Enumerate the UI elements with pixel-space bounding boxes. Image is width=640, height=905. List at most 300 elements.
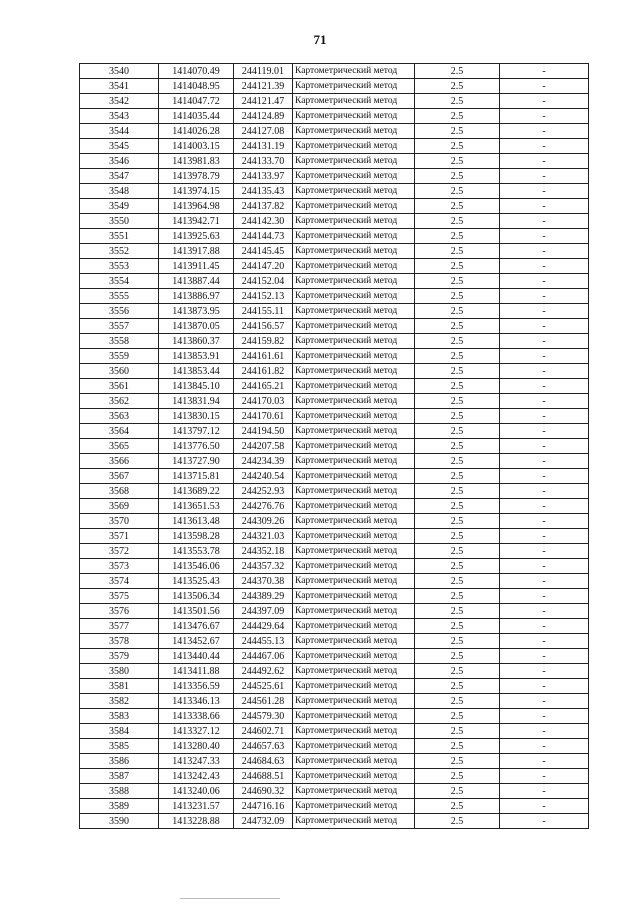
- method-cell: Картометрический метод: [293, 304, 415, 319]
- description-cell: -: [500, 244, 589, 259]
- description-cell: -: [500, 394, 589, 409]
- x-coordinate-cell: 1413452.67: [159, 634, 234, 649]
- y-coordinate-cell: 244147.20: [234, 259, 293, 274]
- x-coordinate-cell: 1414026.28: [159, 124, 234, 139]
- method-cell: Картометрический метод: [293, 499, 415, 514]
- accuracy-cell: 2.5: [415, 514, 500, 529]
- x-coordinate-cell: 1414070.49: [159, 64, 234, 79]
- description-cell: -: [500, 439, 589, 454]
- accuracy-cell: 2.5: [415, 664, 500, 679]
- y-coordinate-cell: 244124.89: [234, 109, 293, 124]
- coordinates-table: [79, 63, 589, 829]
- description-cell: -: [500, 529, 589, 544]
- point-number-cell: 3543: [80, 109, 159, 124]
- y-coordinate-cell: 244397.09: [234, 604, 293, 619]
- description-cell: -: [500, 799, 589, 814]
- x-coordinate-cell: 1413860.37: [159, 334, 234, 349]
- description-cell: -: [500, 199, 589, 214]
- x-coordinate-cell: 1413887.44: [159, 274, 234, 289]
- accuracy-cell: 2.5: [415, 409, 500, 424]
- y-coordinate-cell: 244455.13: [234, 634, 293, 649]
- description-cell: -: [500, 319, 589, 334]
- y-coordinate-cell: 244161.82: [234, 364, 293, 379]
- method-cell: Картометрический метод: [293, 214, 415, 229]
- accuracy-cell: 2.5: [415, 94, 500, 109]
- x-coordinate-cell: 1413830.15: [159, 409, 234, 424]
- y-coordinate-cell: 244152.04: [234, 274, 293, 289]
- accuracy-cell: 2.5: [415, 754, 500, 769]
- accuracy-cell: 2.5: [415, 499, 500, 514]
- table-row: [80, 169, 589, 184]
- point-number-cell: 3546: [80, 154, 159, 169]
- y-coordinate-cell: 244240.54: [234, 469, 293, 484]
- table-row: [80, 784, 589, 799]
- y-coordinate-cell: 244357.32: [234, 559, 293, 574]
- y-coordinate-cell: 244467.06: [234, 649, 293, 664]
- accuracy-cell: 2.5: [415, 379, 500, 394]
- table-row: [80, 79, 589, 94]
- method-cell: Картометрический метод: [293, 319, 415, 334]
- description-cell: -: [500, 574, 589, 589]
- table-row: [80, 394, 589, 409]
- y-coordinate-cell: 244131.19: [234, 139, 293, 154]
- description-cell: -: [500, 124, 589, 139]
- description-cell: -: [500, 724, 589, 739]
- accuracy-cell: 2.5: [415, 769, 500, 784]
- accuracy-cell: 2.5: [415, 214, 500, 229]
- method-cell: Картометрический метод: [293, 649, 415, 664]
- method-cell: Картометрический метод: [293, 259, 415, 274]
- x-coordinate-cell: 1414003.15: [159, 139, 234, 154]
- description-cell: -: [500, 679, 589, 694]
- method-cell: Картометрический метод: [293, 484, 415, 499]
- description-cell: -: [500, 649, 589, 664]
- y-coordinate-cell: 244309.26: [234, 514, 293, 529]
- point-number-cell: 3565: [80, 439, 159, 454]
- point-number-cell: 3554: [80, 274, 159, 289]
- point-number-cell: 3589: [80, 799, 159, 814]
- accuracy-cell: 2.5: [415, 454, 500, 469]
- accuracy-cell: 2.5: [415, 109, 500, 124]
- x-coordinate-cell: 1413873.95: [159, 304, 234, 319]
- x-coordinate-cell: 1413240.06: [159, 784, 234, 799]
- y-coordinate-cell: 244276.76: [234, 499, 293, 514]
- description-cell: -: [500, 184, 589, 199]
- y-coordinate-cell: 244207.58: [234, 439, 293, 454]
- method-cell: Картометрический метод: [293, 289, 415, 304]
- description-cell: -: [500, 814, 589, 829]
- y-coordinate-cell: 244389.29: [234, 589, 293, 604]
- y-coordinate-cell: 244579.30: [234, 709, 293, 724]
- point-number-cell: 3542: [80, 94, 159, 109]
- x-coordinate-cell: 1413338.66: [159, 709, 234, 724]
- accuracy-cell: 2.5: [415, 694, 500, 709]
- y-coordinate-cell: 244165.21: [234, 379, 293, 394]
- x-coordinate-cell: 1413506.34: [159, 589, 234, 604]
- method-cell: Картометрический метод: [293, 784, 415, 799]
- point-number-cell: 3581: [80, 679, 159, 694]
- method-cell: Картометрический метод: [293, 349, 415, 364]
- description-cell: -: [500, 454, 589, 469]
- description-cell: -: [500, 694, 589, 709]
- y-coordinate-cell: 244657.63: [234, 739, 293, 754]
- table-row: [80, 469, 589, 484]
- accuracy-cell: 2.5: [415, 544, 500, 559]
- point-number-cell: 3584: [80, 724, 159, 739]
- point-number-cell: 3557: [80, 319, 159, 334]
- table-row: [80, 649, 589, 664]
- accuracy-cell: 2.5: [415, 739, 500, 754]
- y-coordinate-cell: 244137.82: [234, 199, 293, 214]
- table-row: [80, 814, 589, 829]
- point-number-cell: 3555: [80, 289, 159, 304]
- x-coordinate-cell: 1413598.28: [159, 529, 234, 544]
- x-coordinate-cell: 1413327.12: [159, 724, 234, 739]
- method-cell: Картометрический метод: [293, 244, 415, 259]
- point-number-cell: 3578: [80, 634, 159, 649]
- point-number-cell: 3549: [80, 199, 159, 214]
- x-coordinate-cell: 1413917.88: [159, 244, 234, 259]
- accuracy-cell: 2.5: [415, 289, 500, 304]
- method-cell: Картометрический метод: [293, 814, 415, 829]
- accuracy-cell: 2.5: [415, 304, 500, 319]
- description-cell: -: [500, 469, 589, 484]
- point-number-cell: 3575: [80, 589, 159, 604]
- accuracy-cell: 2.5: [415, 559, 500, 574]
- y-coordinate-cell: 244321.03: [234, 529, 293, 544]
- method-cell: Картометрический метод: [293, 454, 415, 469]
- point-number-cell: 3556: [80, 304, 159, 319]
- y-coordinate-cell: 244690.32: [234, 784, 293, 799]
- point-number-cell: 3572: [80, 544, 159, 559]
- method-cell: Картометрический метод: [293, 574, 415, 589]
- y-coordinate-cell: 244234.39: [234, 454, 293, 469]
- description-cell: -: [500, 424, 589, 439]
- table-row: [80, 319, 589, 334]
- table-row: [80, 589, 589, 604]
- point-number-cell: 3553: [80, 259, 159, 274]
- point-number-cell: 3560: [80, 364, 159, 379]
- table-row: [80, 739, 589, 754]
- point-number-cell: 3552: [80, 244, 159, 259]
- accuracy-cell: 2.5: [415, 319, 500, 334]
- x-coordinate-cell: 1413525.43: [159, 574, 234, 589]
- point-number-cell: 3587: [80, 769, 159, 784]
- method-cell: Картометрический метод: [293, 79, 415, 94]
- accuracy-cell: 2.5: [415, 439, 500, 454]
- x-coordinate-cell: 1413925.63: [159, 229, 234, 244]
- table-row: [80, 139, 589, 154]
- accuracy-cell: 2.5: [415, 604, 500, 619]
- table-row: [80, 754, 589, 769]
- table-row: [80, 709, 589, 724]
- y-coordinate-cell: 244370.38: [234, 574, 293, 589]
- table-body: [80, 64, 589, 829]
- method-cell: Картометрический метод: [293, 604, 415, 619]
- table-row: [80, 454, 589, 469]
- x-coordinate-cell: 1413981.83: [159, 154, 234, 169]
- point-number-cell: 3548: [80, 184, 159, 199]
- table-row: [80, 724, 589, 739]
- accuracy-cell: 2.5: [415, 139, 500, 154]
- accuracy-cell: 2.5: [415, 634, 500, 649]
- point-number-cell: 3576: [80, 604, 159, 619]
- table-row: [80, 529, 589, 544]
- description-cell: -: [500, 214, 589, 229]
- point-number-cell: 3540: [80, 64, 159, 79]
- table-row: [80, 229, 589, 244]
- method-cell: Картометрический метод: [293, 739, 415, 754]
- table-row: [80, 64, 589, 79]
- x-coordinate-cell: 1413553.78: [159, 544, 234, 559]
- method-cell: Картометрический метод: [293, 724, 415, 739]
- description-cell: -: [500, 379, 589, 394]
- table-row: [80, 199, 589, 214]
- table-row: [80, 634, 589, 649]
- method-cell: Картометрический метод: [293, 409, 415, 424]
- description-cell: -: [500, 484, 589, 499]
- y-coordinate-cell: 244142.30: [234, 214, 293, 229]
- accuracy-cell: 2.5: [415, 184, 500, 199]
- x-coordinate-cell: 1413974.15: [159, 184, 234, 199]
- accuracy-cell: 2.5: [415, 199, 500, 214]
- method-cell: Картометрический метод: [293, 514, 415, 529]
- method-cell: Картометрический метод: [293, 169, 415, 184]
- x-coordinate-cell: 1413853.44: [159, 364, 234, 379]
- method-cell: Картометрический метод: [293, 229, 415, 244]
- y-coordinate-cell: 244121.39: [234, 79, 293, 94]
- y-coordinate-cell: 244429.64: [234, 619, 293, 634]
- accuracy-cell: 2.5: [415, 724, 500, 739]
- method-cell: Картометрический метод: [293, 199, 415, 214]
- x-coordinate-cell: 1413689.22: [159, 484, 234, 499]
- table-row: [80, 109, 589, 124]
- method-cell: Картометрический метод: [293, 679, 415, 694]
- method-cell: Картометрический метод: [293, 94, 415, 109]
- table-row: [80, 664, 589, 679]
- method-cell: Картометрический метод: [293, 334, 415, 349]
- x-coordinate-cell: 1413853.91: [159, 349, 234, 364]
- table-row: [80, 379, 589, 394]
- method-cell: Картометрический метод: [293, 364, 415, 379]
- accuracy-cell: 2.5: [415, 709, 500, 724]
- point-number-cell: 3551: [80, 229, 159, 244]
- description-cell: -: [500, 664, 589, 679]
- point-number-cell: 3558: [80, 334, 159, 349]
- accuracy-cell: 2.5: [415, 79, 500, 94]
- method-cell: Картометрический метод: [293, 139, 415, 154]
- point-number-cell: 3574: [80, 574, 159, 589]
- table-row: [80, 559, 589, 574]
- y-coordinate-cell: 244156.57: [234, 319, 293, 334]
- x-coordinate-cell: 1413727.90: [159, 454, 234, 469]
- point-number-cell: 3586: [80, 754, 159, 769]
- accuracy-cell: 2.5: [415, 619, 500, 634]
- method-cell: Картометрический метод: [293, 424, 415, 439]
- table-row: [80, 334, 589, 349]
- x-coordinate-cell: 1413613.48: [159, 514, 234, 529]
- x-coordinate-cell: 1413280.40: [159, 739, 234, 754]
- description-cell: -: [500, 79, 589, 94]
- table-row: [80, 679, 589, 694]
- x-coordinate-cell: 1414047.72: [159, 94, 234, 109]
- x-coordinate-cell: 1413356.59: [159, 679, 234, 694]
- y-coordinate-cell: 244152.13: [234, 289, 293, 304]
- accuracy-cell: 2.5: [415, 649, 500, 664]
- description-cell: -: [500, 154, 589, 169]
- y-coordinate-cell: 244121.47: [234, 94, 293, 109]
- table-row: [80, 124, 589, 139]
- point-number-cell: 3582: [80, 694, 159, 709]
- description-cell: -: [500, 769, 589, 784]
- method-cell: Картометрический метод: [293, 379, 415, 394]
- y-coordinate-cell: 244602.71: [234, 724, 293, 739]
- y-coordinate-cell: 244684.63: [234, 754, 293, 769]
- point-number-cell: 3579: [80, 649, 159, 664]
- description-cell: -: [500, 169, 589, 184]
- description-cell: -: [500, 259, 589, 274]
- x-coordinate-cell: 1413242.43: [159, 769, 234, 784]
- accuracy-cell: 2.5: [415, 574, 500, 589]
- accuracy-cell: 2.5: [415, 64, 500, 79]
- point-number-cell: 3545: [80, 139, 159, 154]
- method-cell: Картометрический метод: [293, 589, 415, 604]
- y-coordinate-cell: 244145.45: [234, 244, 293, 259]
- table-row: [80, 364, 589, 379]
- method-cell: Картометрический метод: [293, 709, 415, 724]
- table-row: [80, 244, 589, 259]
- table-row: [80, 484, 589, 499]
- y-coordinate-cell: 244561.28: [234, 694, 293, 709]
- accuracy-cell: 2.5: [415, 799, 500, 814]
- point-number-cell: 3568: [80, 484, 159, 499]
- y-coordinate-cell: 244133.70: [234, 154, 293, 169]
- table-row: [80, 694, 589, 709]
- table-row: [80, 214, 589, 229]
- description-cell: -: [500, 544, 589, 559]
- description-cell: -: [500, 364, 589, 379]
- description-cell: -: [500, 739, 589, 754]
- y-coordinate-cell: 244135.43: [234, 184, 293, 199]
- description-cell: -: [500, 229, 589, 244]
- y-coordinate-cell: 244525.61: [234, 679, 293, 694]
- point-number-cell: 3550: [80, 214, 159, 229]
- table-row: [80, 499, 589, 514]
- y-coordinate-cell: 244352.18: [234, 544, 293, 559]
- method-cell: Картометрический метод: [293, 394, 415, 409]
- point-number-cell: 3566: [80, 454, 159, 469]
- point-number-cell: 3577: [80, 619, 159, 634]
- table-row: [80, 94, 589, 109]
- method-cell: Картометрический метод: [293, 634, 415, 649]
- x-coordinate-cell: 1413546.06: [159, 559, 234, 574]
- y-coordinate-cell: 244127.08: [234, 124, 293, 139]
- point-number-cell: 3541: [80, 79, 159, 94]
- table-row: [80, 604, 589, 619]
- point-number-cell: 3580: [80, 664, 159, 679]
- accuracy-cell: 2.5: [415, 424, 500, 439]
- description-cell: -: [500, 784, 589, 799]
- method-cell: Картометрический метод: [293, 109, 415, 124]
- table-row: [80, 769, 589, 784]
- y-coordinate-cell: 244144.73: [234, 229, 293, 244]
- method-cell: Картометрический метод: [293, 664, 415, 679]
- x-coordinate-cell: 1413942.71: [159, 214, 234, 229]
- x-coordinate-cell: 1413831.94: [159, 394, 234, 409]
- y-coordinate-cell: 244133.97: [234, 169, 293, 184]
- point-number-cell: 3564: [80, 424, 159, 439]
- point-number-cell: 3561: [80, 379, 159, 394]
- y-coordinate-cell: 244170.61: [234, 409, 293, 424]
- y-coordinate-cell: 244159.82: [234, 334, 293, 349]
- description-cell: -: [500, 559, 589, 574]
- table-row: [80, 424, 589, 439]
- y-coordinate-cell: 244716.16: [234, 799, 293, 814]
- table-row: [80, 289, 589, 304]
- description-cell: -: [500, 709, 589, 724]
- description-cell: -: [500, 289, 589, 304]
- method-cell: Картометрический метод: [293, 769, 415, 784]
- x-coordinate-cell: 1414035.44: [159, 109, 234, 124]
- method-cell: Картометрический метод: [293, 124, 415, 139]
- y-coordinate-cell: 244194.50: [234, 424, 293, 439]
- table-row: [80, 259, 589, 274]
- y-coordinate-cell: 244732.09: [234, 814, 293, 829]
- method-cell: Картометрический метод: [293, 154, 415, 169]
- x-coordinate-cell: 1413870.05: [159, 319, 234, 334]
- point-number-cell: 3562: [80, 394, 159, 409]
- description-cell: -: [500, 754, 589, 769]
- footer-divider: [180, 898, 280, 899]
- x-coordinate-cell: 1413346.13: [159, 694, 234, 709]
- accuracy-cell: 2.5: [415, 529, 500, 544]
- accuracy-cell: 2.5: [415, 169, 500, 184]
- point-number-cell: 3571: [80, 529, 159, 544]
- accuracy-cell: 2.5: [415, 484, 500, 499]
- table-row: [80, 439, 589, 454]
- x-coordinate-cell: 1413476.67: [159, 619, 234, 634]
- description-cell: -: [500, 499, 589, 514]
- point-number-cell: 3544: [80, 124, 159, 139]
- description-cell: -: [500, 619, 589, 634]
- point-number-cell: 3573: [80, 559, 159, 574]
- table-row: [80, 274, 589, 289]
- y-coordinate-cell: 244170.03: [234, 394, 293, 409]
- table-row: [80, 799, 589, 814]
- description-cell: -: [500, 634, 589, 649]
- x-coordinate-cell: 1413651.53: [159, 499, 234, 514]
- x-coordinate-cell: 1413845.10: [159, 379, 234, 394]
- table-row: [80, 349, 589, 364]
- method-cell: Картометрический метод: [293, 469, 415, 484]
- table-row: [80, 409, 589, 424]
- table-row: [80, 154, 589, 169]
- x-coordinate-cell: 1413886.97: [159, 289, 234, 304]
- table-row: [80, 619, 589, 634]
- point-number-cell: 3559: [80, 349, 159, 364]
- y-coordinate-cell: 244155.11: [234, 304, 293, 319]
- method-cell: Картометрический метод: [293, 529, 415, 544]
- method-cell: Картометрический метод: [293, 439, 415, 454]
- point-number-cell: 3563: [80, 409, 159, 424]
- method-cell: Картометрический метод: [293, 544, 415, 559]
- point-number-cell: 3569: [80, 499, 159, 514]
- description-cell: -: [500, 109, 589, 124]
- description-cell: -: [500, 94, 589, 109]
- table-row: [80, 304, 589, 319]
- method-cell: Картометрический метод: [293, 184, 415, 199]
- accuracy-cell: 2.5: [415, 124, 500, 139]
